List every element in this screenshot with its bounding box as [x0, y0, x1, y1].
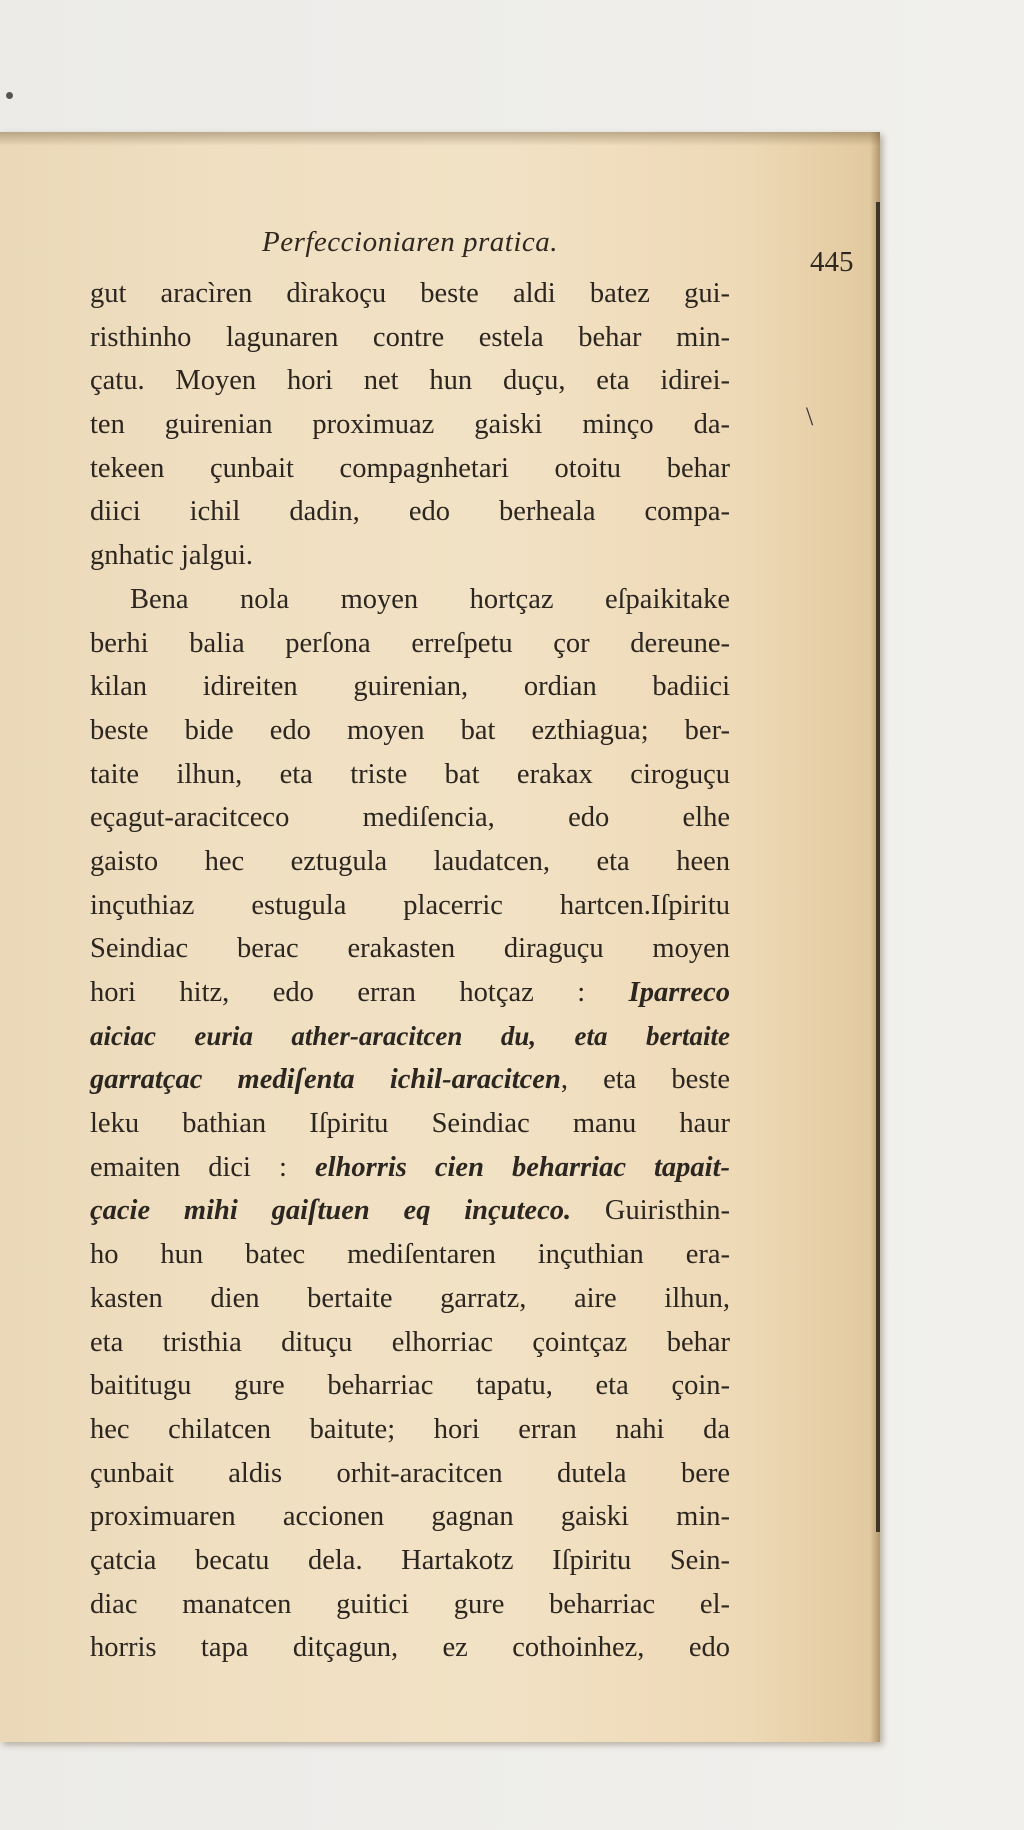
- text-line: eta tristhia dituçu elhorriac çointçaz behar: [90, 1326, 730, 1358]
- dust-speck: [6, 92, 13, 99]
- text-line: hori hitz, edo erran hotçaz : Iparreco: [90, 977, 730, 1008]
- text-line: hec chilatcen baitute; hori erran nahi da: [90, 1413, 730, 1445]
- text-line: ho hun batec mediſentaren inçuthian era-: [90, 1239, 730, 1271]
- text-line: eçagut-aracitceco mediſencia, edo elhe: [90, 802, 730, 834]
- text-line: beste bide edo moyen bat ezthiagua; ber-: [90, 714, 730, 746]
- text-line: proximuaren accionen gagnan gaiski min-: [90, 1501, 730, 1533]
- text-line: garratçac mediſenta ichil-aracitcen, eta beste: [90, 1064, 730, 1096]
- text-line: emaiten dici : elhorris cien beharriac tapait-: [90, 1151, 730, 1183]
- margin-mark: \: [806, 402, 814, 431]
- text-line: diici ichil dadin, edo berheala compa-: [90, 496, 730, 528]
- text-line: tekeen çunbait compagnhetari otoitu behar: [90, 452, 730, 484]
- text-line: berhi balia perſona erreſpetu çor dereune-: [90, 627, 730, 659]
- text-line: leku bathian Iſpiritu Seindiac manu haur: [90, 1108, 730, 1140]
- italic-quote: elhorris cien beharriac tapait-: [314, 1151, 730, 1183]
- text-line: çatu. Moyen hori net hun duçu, eta idirei-: [90, 365, 730, 397]
- text-line: gut aracìren dìrakoçu beste aldi batez gui-: [90, 278, 730, 309]
- page-top-shadow: [0, 132, 880, 146]
- italic-quote: garratçac mediſenta ichil-aracitcen: [90, 1064, 561, 1096]
- text-line: risthinho lagunaren contre estela behar min-: [90, 321, 730, 353]
- text-line: taite ilhun, eta triste bat erakax ciroguçu: [90, 758, 730, 790]
- text-line: baititugu gure beharriac tapatu, eta çoin-: [90, 1370, 730, 1402]
- text-line: ten guirenian proximuaz gaiski minço da-: [90, 409, 730, 441]
- page-number: 445: [810, 246, 854, 278]
- italic-quote-line: aiciac euria ather-aracitcen du, eta bertaite: [90, 1020, 730, 1051]
- text-line: çatcia becatu dela. Hartakotz Iſpiritu Sein-: [90, 1544, 730, 1576]
- italic-quote: çacie mihi gaiſtuen eq inçuteco.: [90, 1195, 572, 1227]
- text-line: diac manatcen guitici gure beharriac el-: [90, 1588, 730, 1620]
- running-head: Perfeccioniaren pratica.: [262, 226, 559, 258]
- text-line: kilan idireiten guirenian, ordian badiici: [90, 671, 730, 703]
- paragraph-start: Bena nola moyen hortçaz eſpaikitake: [130, 583, 730, 615]
- binding-shadow: [876, 202, 880, 1532]
- text-line: gaisto hec eztugula laudatcen, eta heen: [90, 845, 730, 877]
- text-line: Seindiac berac erakasten diraguçu moyen: [90, 933, 730, 965]
- body-text: [90, 272, 730, 1670]
- italic-quote: Iparreco: [628, 977, 730, 1008]
- text-line: gnhatic jalgui.: [90, 540, 254, 572]
- text-line: kasten dien bertaite garratz, aire ilhun,: [90, 1282, 730, 1314]
- text-line: horris tapa ditçagun, ez cothoinhez, edo: [90, 1632, 730, 1664]
- text-line: çacie mihi gaiſtuen eq inçuteco. Guiristhin-: [90, 1195, 731, 1227]
- text-line: inçuthiaz estugula placerric hartcen.Iſpiritu: [90, 889, 730, 921]
- text-line: çunbait aldis orhit-aracitcen dutela bere: [90, 1457, 730, 1489]
